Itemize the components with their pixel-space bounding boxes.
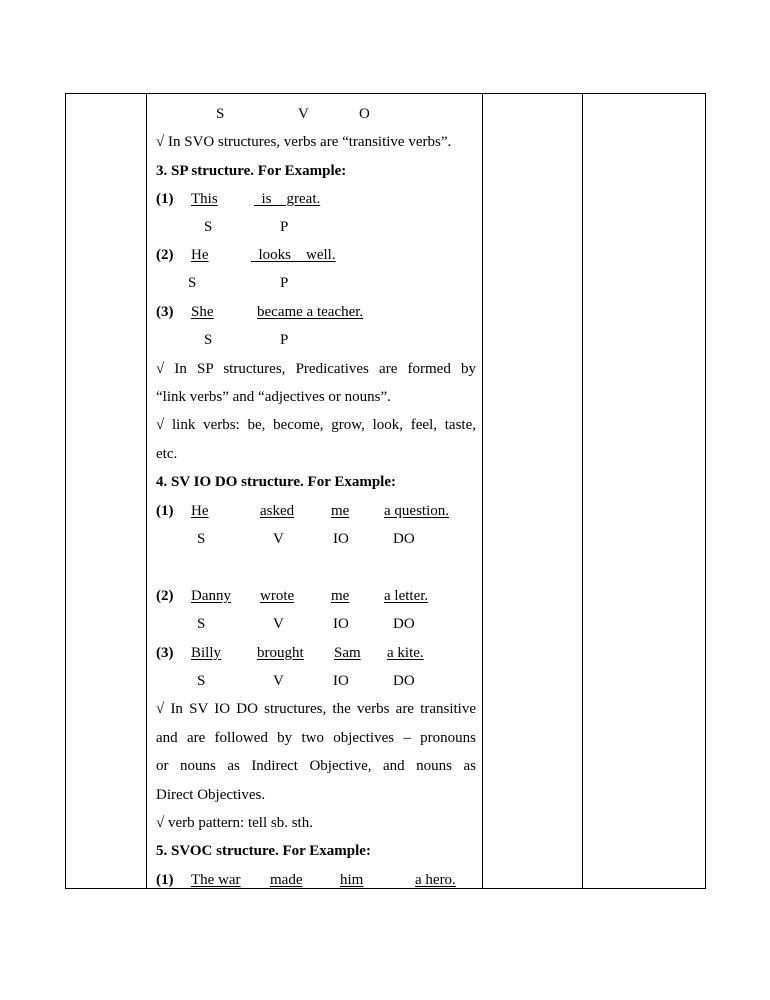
example-number: (1) [156, 191, 174, 207]
svo-label-row [156, 104, 486, 124]
sp-note-line-1: √ In SP structures, Predicatives are formed by [156, 361, 476, 377]
svoc-heading: 5. SVOC structure. For Example: [156, 843, 371, 859]
label-do: DO [393, 616, 415, 632]
subject: The war [191, 872, 241, 888]
label-p: P [280, 332, 289, 348]
label-io: IO [333, 616, 349, 632]
subject: Danny [191, 588, 231, 604]
column-divider [146, 94, 147, 888]
subject: He [191, 503, 209, 519]
svo-note: √ In SVO structures, verbs are “transitive verbs”. [156, 134, 452, 150]
direct-object: a letter. [384, 588, 429, 604]
svio-labels-2 [156, 614, 486, 634]
direct-object: a question. [384, 503, 449, 519]
example-number: (2) [156, 247, 174, 263]
sp-example-2 [156, 245, 486, 265]
lesson-table [65, 93, 706, 889]
verb: wrote [260, 588, 295, 604]
example-number: (1) [156, 872, 174, 888]
svio-note-line-1: √ In SV IO DO structures, the verbs are transitive [156, 701, 476, 717]
sp-example-1 [156, 189, 486, 209]
label-do: DO [393, 531, 415, 547]
label-io: IO [333, 531, 349, 547]
label-s: S [216, 106, 225, 122]
label-s: S [197, 531, 206, 547]
sp-example-3 [156, 302, 486, 322]
label-p: P [280, 219, 289, 235]
example-number: (3) [156, 304, 174, 320]
label-v: V [273, 616, 284, 632]
label-s: S [197, 673, 206, 689]
label-do: DO [393, 673, 415, 689]
label-s: S [188, 275, 197, 291]
example-number: (1) [156, 503, 174, 519]
sp-labels-1 [156, 217, 486, 237]
svio-heading: 4. SV IO DO structure. For Example: [156, 474, 396, 490]
example-number: (3) [156, 645, 174, 661]
sp-labels-3 [156, 330, 486, 350]
link-verbs-line-2: etc. [156, 446, 178, 462]
subject: This [191, 191, 218, 207]
svio-labels-1 [156, 529, 486, 549]
label-o: O [359, 106, 370, 122]
label-v: V [273, 673, 284, 689]
verb: asked [260, 503, 295, 519]
predicate: looks well. [251, 247, 336, 263]
example-number: (2) [156, 588, 174, 604]
sp-heading: 3. SP structure. For Example: [156, 163, 347, 179]
subject: Billy [191, 645, 222, 661]
indirect-object: me [331, 588, 350, 604]
subject: She [191, 304, 214, 320]
svio-note-line-3: or nouns as Indirect Objective, and nouns as [156, 758, 476, 774]
label-v: V [273, 531, 284, 547]
svio-note-line-4: Direct Objectives. [156, 787, 266, 803]
sp-note-line-2: “link verbs” and “adjectives or nouns”. [156, 389, 391, 405]
link-verbs-line-1: √ link verbs: be, become, grow, look, feel, taste, [156, 417, 476, 433]
complement: a hero. [415, 872, 456, 888]
label-s: S [197, 616, 206, 632]
svio-example-2 [156, 586, 486, 606]
verb: made [270, 872, 303, 888]
label-s: S [204, 219, 213, 235]
verb: brought [257, 645, 304, 661]
indirect-object: Sam [334, 645, 361, 661]
svoc-example-1 [156, 870, 486, 890]
indirect-object: me [331, 503, 350, 519]
column-divider [582, 94, 583, 888]
sp-labels-2 [156, 273, 486, 293]
svio-example-1 [156, 501, 486, 521]
svio-example-3 [156, 643, 486, 663]
label-io: IO [333, 673, 349, 689]
object: him [340, 872, 364, 888]
svio-note-line-2: and are followed by two objectives – pronouns [156, 730, 476, 746]
predicate: is great. [254, 191, 321, 207]
verb-pattern: √ verb pattern: tell sb. sth. [156, 815, 313, 831]
content-cell [156, 94, 488, 888]
label-s: S [204, 332, 213, 348]
subject: He [191, 247, 209, 263]
predicate: became a teacher. [257, 304, 364, 320]
label-p: P [280, 275, 289, 291]
label-v: V [298, 106, 309, 122]
direct-object: a kite. [387, 645, 424, 661]
svio-labels-3 [156, 671, 486, 691]
